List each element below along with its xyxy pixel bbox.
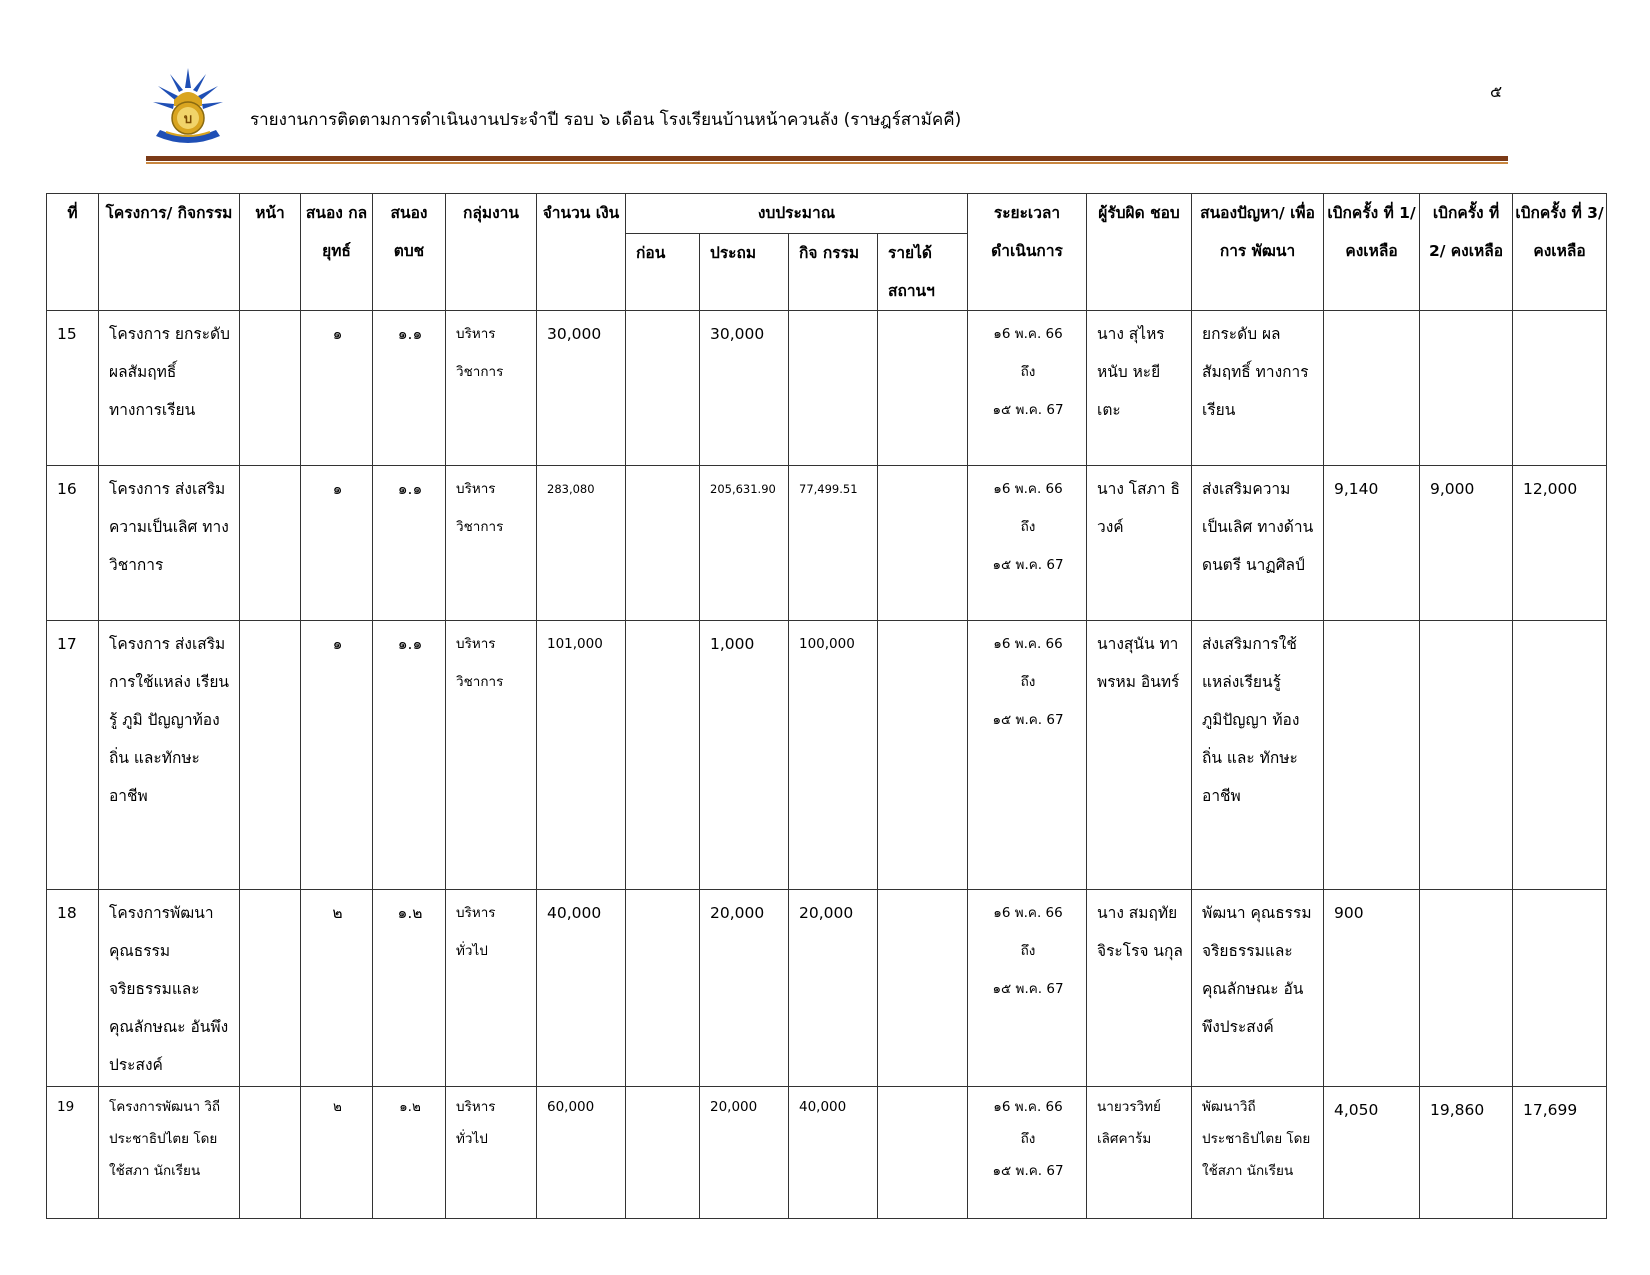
row-problem: ส่งเสริมการใช้ แหล่งเรียนรู้ ภูมิปัญญา ท้องถิ่น และ ทักษะอาชีพ [1192,621,1324,890]
table-row [47,890,1607,1087]
row-strategy: ๑ [301,621,373,890]
duration-to: ๑๕ พ.ค. 67 [992,712,1064,728]
row-withdraw-3 [1513,311,1607,466]
row-strategy: ๒ [301,890,373,1087]
row-project: โครงการพัฒนา วิถีประชาธิปไตย โดยใช้สภา นักเรียน [99,1087,240,1219]
row-indicator: ๑.๑ [373,311,446,466]
row-project: โครงการ ส่งเสริม ความเป็นเลิศ ทางวิชาการ [99,466,240,621]
row-indicator: ๑.๑ [373,466,446,621]
row-group: บริหาร ทั่วไป [446,1087,537,1219]
row-income [878,311,968,466]
row-before [626,1087,700,1219]
row-withdraw-3: 17,699 [1513,1087,1607,1219]
table-row [47,1087,1607,1219]
row-amount: 30,000 [537,311,626,466]
row-problem: พัฒนาวิถี ประชาธิปไตย โดยใช้สภา นักเรียน [1192,1087,1324,1219]
row-page [240,466,301,621]
header-budget: งบประมาณ [626,194,968,234]
row-income [878,1087,968,1219]
row-amount: 101,000 [537,621,626,890]
row-strategy: ๑ [301,466,373,621]
row-withdraw-1: 4,050 [1324,1087,1420,1219]
duration-to: ๑๕ พ.ค. 67 [992,402,1064,418]
table-row [47,621,1607,890]
row-problem: ยกระดับ ผลสัมฤทธิ์ ทางการเรียน [1192,311,1324,466]
row-income [878,621,968,890]
duration-to-label: ถึง [1020,1131,1036,1147]
row-duration [968,621,1087,890]
duration-from: ๑6 พ.ค. 66 [993,326,1063,342]
row-amount: 40,000 [537,890,626,1087]
row-primary: 20,000 [700,890,789,1087]
row-withdraw-2 [1420,890,1513,1087]
row-before [626,890,700,1087]
header-responsible: ผู้รับผิด ชอบ [1087,194,1192,311]
row-income [878,890,968,1087]
table-row [47,311,1607,466]
header-primary: ประถม [700,234,789,311]
duration-from: ๑6 พ.ค. 66 [993,636,1063,652]
duration-to: ๑๕ พ.ค. 67 [992,557,1064,573]
row-indicator: ๑.๒ [373,890,446,1087]
row-primary: 30,000 [700,311,789,466]
header-income: รายได้ สถานฯ [878,234,968,311]
duration-to: ๑๕ พ.ค. 67 [992,981,1064,997]
header-group: กลุ่มงาน [446,194,537,311]
row-group: บริหาร ทั่วไป [446,890,537,1087]
row-project: โครงการพัฒนา คุณธรรม จริยธรรมและ คุณลักษณะ อันพึงประสงค์ [99,890,240,1087]
row-no: 16 [47,466,99,621]
header-before: ก่อน [626,234,700,311]
row-indicator: ๑.๑ [373,621,446,890]
row-responsible: นาง โสภา ธิ วงค์ [1087,466,1192,621]
header-withdraw-3: เบิกครั้ง ที่ 3/ คงเหลือ [1513,194,1607,311]
row-activity: 40,000 [789,1087,878,1219]
header-project: โครงการ/ กิจกรรม [99,194,240,311]
header-withdraw-2: เบิกครั้ง ที่ 2/ คงเหลือ [1420,194,1513,311]
row-withdraw-1 [1324,621,1420,890]
row-activity [789,311,878,466]
duration-to-label: ถึง [1020,364,1036,380]
row-problem: ส่งเสริมความ เป็นเลิศ ทางด้านดนตรี นาฏศิลป์ [1192,466,1324,621]
row-group: บริหาร วิชาการ [446,311,537,466]
row-strategy: ๑ [301,311,373,466]
row-strategy: ๒ [301,1087,373,1219]
row-page [240,621,301,890]
duration-to-label: ถึง [1020,674,1036,690]
header-indicator: สนอง ตบช [373,194,446,311]
row-no: 19 [47,1087,99,1219]
project-table [46,193,1607,1219]
row-income [878,466,968,621]
school-logo [150,66,226,148]
row-withdraw-3 [1513,890,1607,1087]
row-project: โครงการ ยกระดับ ผลสัมฤทธิ์ ทางการเรียน [99,311,240,466]
row-withdraw-2 [1420,621,1513,890]
duration-from: ๑6 พ.ค. 66 [993,481,1063,497]
header-activity: กิจ กรรม [789,234,878,311]
table-row [47,466,1607,621]
row-no: 18 [47,890,99,1087]
header-duration: ระยะเวลา ดำเนินการ [968,194,1087,311]
row-activity: 77,499.51 [789,466,878,621]
row-before [626,621,700,890]
header-page: หน้า [240,194,301,311]
row-before [626,466,700,621]
duration-from: ๑6 พ.ค. 66 [993,905,1063,921]
row-duration [968,890,1087,1087]
header-rule-dark [146,156,1508,161]
row-withdraw-3: 12,000 [1513,466,1607,621]
header-amount: จำนวน เงิน [537,194,626,311]
row-no: 15 [47,311,99,466]
row-withdraw-3 [1513,621,1607,890]
row-duration [968,1087,1087,1219]
row-group: บริหาร วิชาการ [446,466,537,621]
row-withdraw-2: 9,000 [1420,466,1513,621]
row-activity: 100,000 [789,621,878,890]
row-amount: 60,000 [537,1087,626,1219]
row-primary: 205,631.90 [700,466,789,621]
row-withdraw-2 [1420,311,1513,466]
header-no: ที่ [47,194,99,311]
logo-letter: บ [183,112,193,127]
duration-to-label: ถึง [1020,519,1036,535]
row-withdraw-1: 900 [1324,890,1420,1087]
row-problem: พัฒนา คุณธรรม จริยธรรมและ คุณลักษณะ อันพึงประสงค์ [1192,890,1324,1087]
row-group: บริหาร วิชาการ [446,621,537,890]
row-withdraw-1: 9,140 [1324,466,1420,621]
duration-to: ๑๕ พ.ค. 67 [992,1163,1064,1179]
row-primary: 1,000 [700,621,789,890]
row-before [626,311,700,466]
row-responsible: นายวรวิทย์ เลิศคาร้ม [1087,1087,1192,1219]
row-page [240,1087,301,1219]
header-withdraw-1: เบิกครั้ง ที่ 1/ คงเหลือ [1324,194,1420,311]
row-responsible: นาง สมฤทัย จิระโรจ นกุล [1087,890,1192,1087]
page-number: ๕ [1490,82,1503,101]
header-problem: สนองปัญหา/ เพื่อการ พัฒนา [1192,194,1324,311]
row-primary: 20,000 [700,1087,789,1219]
row-indicator: ๑.๒ [373,1087,446,1219]
row-project: โครงการ ส่งเสริม การใช้แหล่ง เรียนรู้ ภูมิ ปัญญาท้องถิ่น และทักษะ อาชีพ [99,621,240,890]
row-duration [968,466,1087,621]
header-strategy: สนอง กล ยุทธ์ [301,194,373,311]
row-responsible: นางสุนัน ทา พรหม อินทร์ [1087,621,1192,890]
row-page [240,311,301,466]
document-title: รายงานการติดตามการดำเนินงานประจำปี รอบ ๖ เดือน โรงเรียนบ้านหน้าควนลัง (ราษฎร์สามัคคี) [250,110,962,130]
row-responsible: นาง สุไหรหนับ หะยีเตะ [1087,311,1192,466]
duration-to-label: ถึง [1020,943,1036,959]
duration-from: ๑6 พ.ค. 66 [993,1099,1063,1115]
row-withdraw-1 [1324,311,1420,466]
row-activity: 20,000 [789,890,878,1087]
row-amount: 283,080 [537,466,626,621]
row-no: 17 [47,621,99,890]
row-duration [968,311,1087,466]
header-rule-light [146,162,1508,164]
row-withdraw-2: 19,860 [1420,1087,1513,1219]
row-page [240,890,301,1087]
